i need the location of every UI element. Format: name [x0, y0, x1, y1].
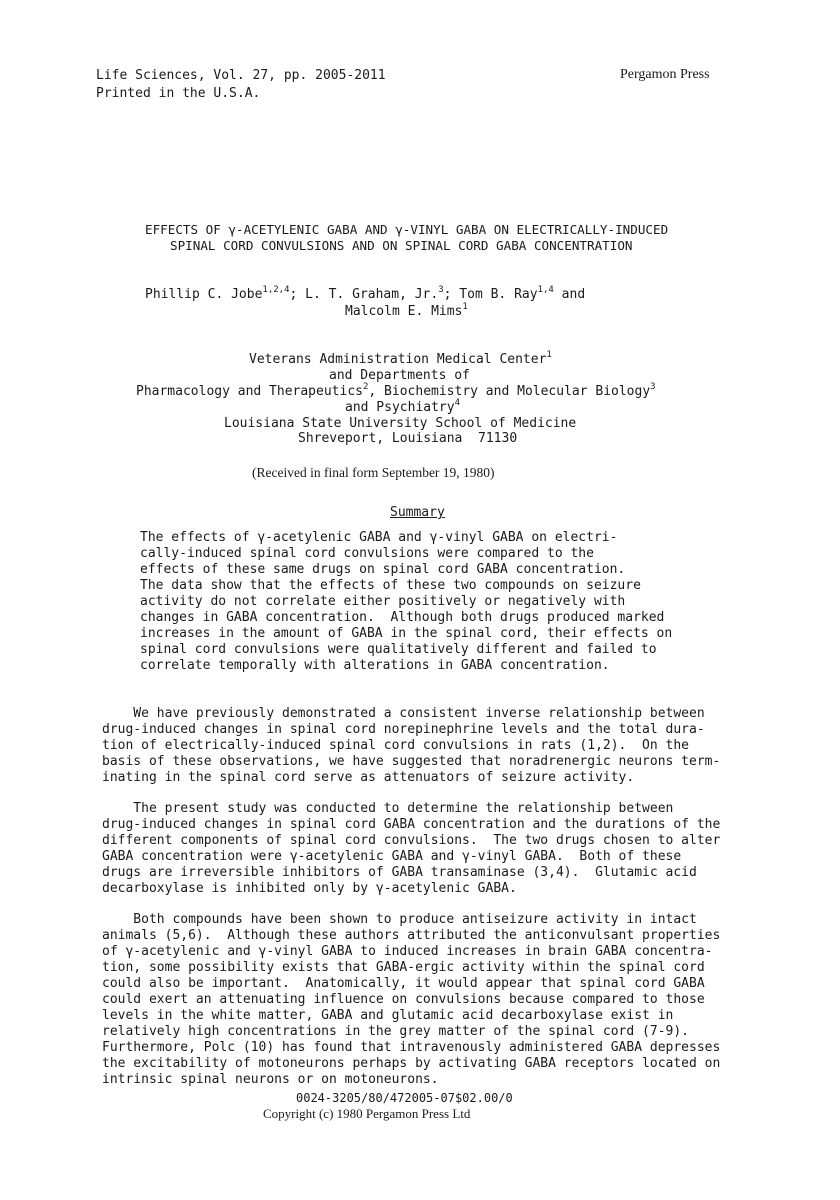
affiliation-psychiatry-sup: 4 [454, 398, 460, 408]
summary-line: correlate temporally with alterations in GABA concentration. [140, 658, 610, 673]
author-separator: and [553, 287, 586, 302]
body-line: decarboxylase is inhibited only by γ-acetylenic GABA. [102, 881, 517, 896]
body-paragraph-3 [102, 912, 720, 1088]
body-line: the excitability of motoneurons perhaps by activating GABA receptors located on [102, 1056, 721, 1071]
body-line: basis of these observations, we have suggested that noradrenergic neurons term- [102, 754, 721, 769]
body-line: The present study was conducted to determine the relationship between [102, 801, 674, 816]
summary-text [140, 530, 672, 674]
summary-line: The effects of γ-acetylenic GABA and γ-vinyl GABA on electri- [140, 530, 618, 545]
body-line: tion, some possibility exists that GABA-ergic activity within the spinal cord [102, 960, 705, 975]
printed-location: Printed in the U.S.A. [96, 86, 261, 101]
author-line-1 [145, 287, 585, 302]
author-graham: L. T. Graham, Jr. [305, 287, 439, 302]
affiliation-psychiatry: and Psychiatry [345, 400, 455, 415]
copyright-notice: Copyright (c) 1980 Pergamon Press Ltd [263, 1106, 471, 1121]
affiliation-pharmacology-sup: 2 [362, 382, 369, 392]
title-line-1: EFFECTS OF γ-ACETYLENIC GABA AND γ-VINYL GABA ON ELECTRICALLY-INDUCED [145, 222, 669, 237]
body-line: of γ-acetylenic and γ-vinyl GABA to induced increases in brain GABA concentra- [102, 944, 713, 959]
summary-line: effects of these same drugs on spinal cord GABA concentration. [140, 562, 626, 577]
summary-line: spinal cord convulsions were qualitatively different and failed to [140, 642, 657, 657]
summary-line: changes in GABA concentration. Although both drugs produced marked [140, 610, 665, 625]
body-line: tion of electrically-induced spinal cord convulsions in rats (1,2). On the [102, 738, 689, 753]
author-line-2 [345, 304, 468, 319]
author-graham-affil: 3 [438, 285, 444, 295]
body-line: drugs are irreversible inhibitors of GABA transaminase (3,4). Glutamic acid [102, 865, 697, 880]
summary-line: activity do not correlate either positively or negatively with [140, 594, 626, 609]
body-line: inating in the spinal cord serve as attenuators of seizure activity. [102, 770, 635, 785]
author-mims: Malcolm E. Mims [345, 304, 463, 319]
title-line-2: SPINAL CORD CONVULSIONS AND ON SPINAL CORD GABA CONCENTRATION [170, 238, 633, 253]
affiliation-pharmacology: Pharmacology and Therapeutics [136, 384, 363, 399]
summary-line: cally-induced spinal cord convulsions were compared to the [140, 546, 594, 561]
author-separator: ; [289, 287, 298, 302]
affiliation-biochemistry: , Biochemistry and Molecular Biology [368, 384, 651, 399]
affiliation-va: Veterans Administration Medical Center [249, 352, 547, 367]
issn-code: 0024-3205/80/472005-07$02.00/0 [296, 1091, 513, 1105]
journal-citation: Life Sciences, Vol. 27, pp. 2005-2011 [96, 68, 386, 83]
body-line: GABA concentration were γ-acetylenic GABA and γ-vinyl GABA. Both of these [102, 849, 682, 864]
body-line: levels in the white matter, GABA and glutamic acid decarboxylase exist in [102, 1008, 674, 1023]
author-jobe: Phillip C. Jobe [145, 287, 263, 302]
author-jobe-affil: 1,2,4 [262, 285, 290, 295]
summary-line: increases in the amount of GABA in the spinal cord, their effects on [140, 626, 673, 641]
body-line: relatively high concentrations in the grey matter of the spinal cord (7-9). [102, 1024, 689, 1039]
body-line: animals (5,6). Although these authors attributed the anticonvulsant properties [102, 928, 721, 943]
body-line: could exert an attenuating influence on convulsions because compared to those [102, 992, 705, 1007]
publisher-name: Pergamon Press [620, 67, 710, 82]
affiliation-line-5: Louisiana State University School of Medicine [224, 416, 577, 431]
affiliation-line-3 [136, 384, 656, 399]
body-paragraph-2 [102, 801, 720, 897]
body-line: Both compounds have been shown to produce antiseizure activity in intact [102, 912, 697, 927]
received-date: (Received in final form September 19, 1980) [252, 465, 495, 480]
body-line: We have previously demonstrated a consistent inverse relationship between [102, 706, 705, 721]
affiliation-line-4 [345, 400, 460, 415]
body-line: could also be important. Anatomically, it would appear that spinal cord GABA [102, 976, 705, 991]
affiliation-line-2: and Departments of [329, 368, 470, 383]
body-paragraph-1 [102, 706, 720, 786]
affiliation-va-sup: 1 [546, 350, 552, 360]
author-separator: ; [443, 287, 452, 302]
body-line: drug-induced changes in spinal cord GABA concentration and the durations of the [102, 817, 721, 832]
author-ray-affil: 1,4 [537, 285, 554, 295]
body-line: drug-induced changes in spinal cord norepinephrine levels and the total dura- [102, 722, 705, 737]
author-ray: Tom B. Ray [459, 287, 538, 302]
author-mims-affil: 1 [462, 302, 468, 312]
body-line: intrinsic spinal neurons or on motoneurons. [102, 1072, 439, 1087]
body-line: Furthermore, Polc (10) has found that intravenously administered GABA depresses [102, 1040, 721, 1055]
affiliation-line-6: Shreveport, Louisiana 71130 [298, 431, 518, 446]
affiliation-line-1 [249, 352, 552, 367]
affiliation-biochemistry-sup: 3 [650, 382, 656, 392]
body-line: different components of spinal cord convulsions. The two drugs chosen to alter [102, 833, 721, 848]
summary-line: The data show that the effects of these two compounds on seizure [140, 578, 641, 593]
summary-heading: Summary [390, 505, 445, 520]
